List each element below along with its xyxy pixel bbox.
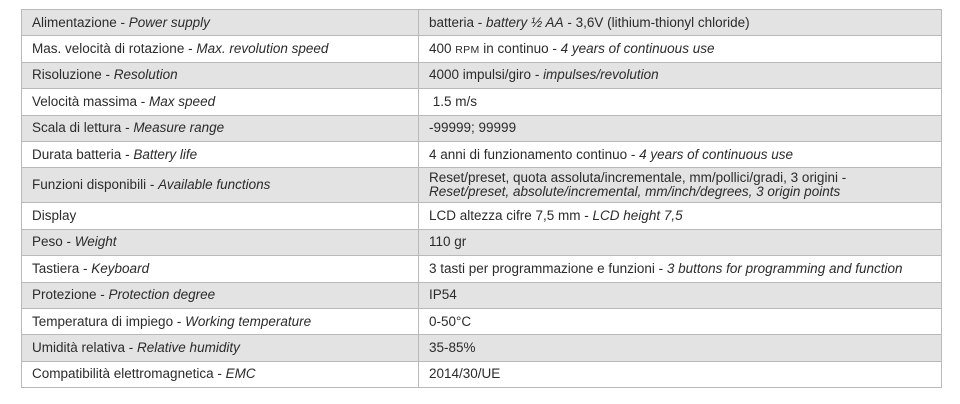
value-it: IP54 (429, 287, 457, 303)
row-value (419, 229, 942, 255)
label-en: Available functions (158, 177, 271, 193)
value-en: 4 years of continuous use (639, 146, 794, 162)
row-value (419, 282, 942, 308)
value-it: 3 tasti per programmazione e funzioni (429, 260, 655, 276)
row-value (419, 308, 942, 334)
row-label (22, 203, 419, 229)
value-en: Reset/preset, absolute/incremental, mm/inch/degrees, 3 origin points (429, 184, 841, 200)
value-unit: RPM (455, 43, 480, 56)
value-en: 3 buttons for programming and function (666, 260, 903, 276)
label-it: Protezione (32, 287, 97, 303)
row-label: Scala di lettura - Measure range (22, 115, 419, 141)
row-label: Mas. velocità di rotazione - Max. revolution speed (22, 36, 419, 62)
label-it: Display (32, 208, 77, 224)
value-it: 1.5 m/s (432, 93, 478, 109)
value-it: Reset/preset, quota assoluta/incrementale, mm/pollici/gradi, 3 origini (429, 170, 838, 186)
label-en: Measure range (133, 120, 225, 136)
label-en: Keyboard (91, 260, 150, 276)
value-it: in continuo (483, 40, 549, 56)
table-row (22, 89, 942, 115)
label-it: Funzioni disponibili (32, 177, 147, 193)
row-label: Umidità relativa - Relative humidity (22, 335, 419, 361)
row-value: batteria - battery ½ AA - 3,6V (lithium-thionyl chloride) (419, 10, 942, 36)
value-it: 35-85% (429, 339, 476, 355)
value-en: LCD height 7,5 (592, 208, 683, 224)
label-it: Risoluzione (32, 67, 102, 83)
row-value (419, 335, 942, 361)
label-en: Power supply (128, 14, 210, 30)
row-label: Alimentazione - Power supply (22, 10, 419, 36)
table-row (22, 335, 942, 361)
row-label: Protezione - Protection degree (22, 282, 419, 308)
label-it: Umidità relativa (32, 339, 126, 355)
table-row (22, 229, 942, 255)
row-value: 4 anni di funzionamento continuo - 4 years of continuous use (419, 141, 942, 167)
row-value (419, 361, 942, 387)
label-it: Scala di lettura (32, 120, 122, 136)
label-it: Temperatura di impiego (32, 313, 174, 329)
label-en: Relative humidity (137, 339, 240, 355)
label-it: Alimentazione (32, 14, 117, 30)
value-extra: - 3,6V (lithium-thionyl chloride) (563, 14, 750, 30)
label-it: Peso (32, 234, 63, 250)
row-label: Temperatura di impiego - Working temperature (22, 308, 419, 334)
label-en: Battery life (133, 146, 198, 162)
value-it: -99999; 99999 (429, 120, 517, 136)
label-en: Working temperature (185, 313, 312, 329)
value-it: batteria (429, 14, 475, 30)
value-it: 4 anni di funzionamento continuo (429, 146, 628, 162)
row-label: Velocità massima - Max speed (22, 89, 419, 115)
table-row (22, 361, 942, 387)
row-label: Durata batteria - Battery life (22, 141, 419, 167)
row-value: LCD altezza cifre 7,5 mm - LCD height 7,5 (419, 203, 942, 229)
label-en: Max speed (149, 93, 216, 109)
value-en: battery ½ AA (486, 14, 564, 30)
table-row (22, 282, 942, 308)
table-row (22, 36, 942, 62)
label-en: Max. revolution speed (196, 41, 329, 57)
label-it: Durata batteria (32, 146, 122, 162)
row-value: 3 tasti per programmazione e funzioni - 3 buttons for programming and function (419, 256, 942, 282)
row-value: Reset/preset, quota assoluta/incrementale, mm/pollici/gradi, 3 origini - Reset/preset, absolute/incremental, mm/inch/degrees, 3 origin points (419, 168, 942, 203)
spec-table (21, 9, 942, 388)
value-it: 110 gr (429, 234, 467, 250)
table-row (22, 308, 942, 334)
value-en: impulses/revolution (543, 67, 659, 83)
table-row (22, 203, 942, 229)
value-it: 0-50°C (429, 313, 472, 329)
row-label: Risoluzione - Resolution (22, 62, 419, 88)
table-row (22, 62, 942, 88)
table-row (22, 141, 942, 167)
label-it: Tastiera (32, 260, 80, 276)
row-value: 4000 impulsi/giro - impulses/revolution (419, 62, 942, 88)
label-en: Protection degree (108, 287, 216, 303)
row-label: Peso - Weight (22, 229, 419, 255)
value-number: 400 (429, 40, 452, 56)
row-label: Funzioni disponibili - Available functions (22, 168, 419, 203)
value-it: 4000 impulsi/giro (429, 67, 532, 83)
row-value (419, 115, 942, 141)
row-value (419, 89, 942, 115)
table-row (22, 256, 942, 282)
label-en: Resolution (113, 67, 178, 83)
label-it: Compatibilità elettromagnetica (32, 366, 214, 382)
table-row (22, 115, 942, 141)
value-it: 2014/30/UE (429, 366, 501, 382)
value-en: 4 years of continuous use (560, 40, 715, 56)
table-row (22, 10, 942, 36)
row-label: Compatibilità elettromagnetica - EMC (22, 361, 419, 387)
row-value: 400 RPM in continuo - 4 years of continuous use (419, 36, 942, 62)
label-en: EMC (225, 366, 256, 382)
table-row (22, 168, 942, 203)
row-label: Tastiera - Keyboard (22, 256, 419, 282)
value-it: LCD altezza cifre 7,5 mm (429, 208, 581, 224)
label-en: Weight (74, 234, 117, 250)
label-it: Velocità massima (32, 93, 138, 109)
label-it: Mas. velocità di rotazione (32, 41, 185, 57)
